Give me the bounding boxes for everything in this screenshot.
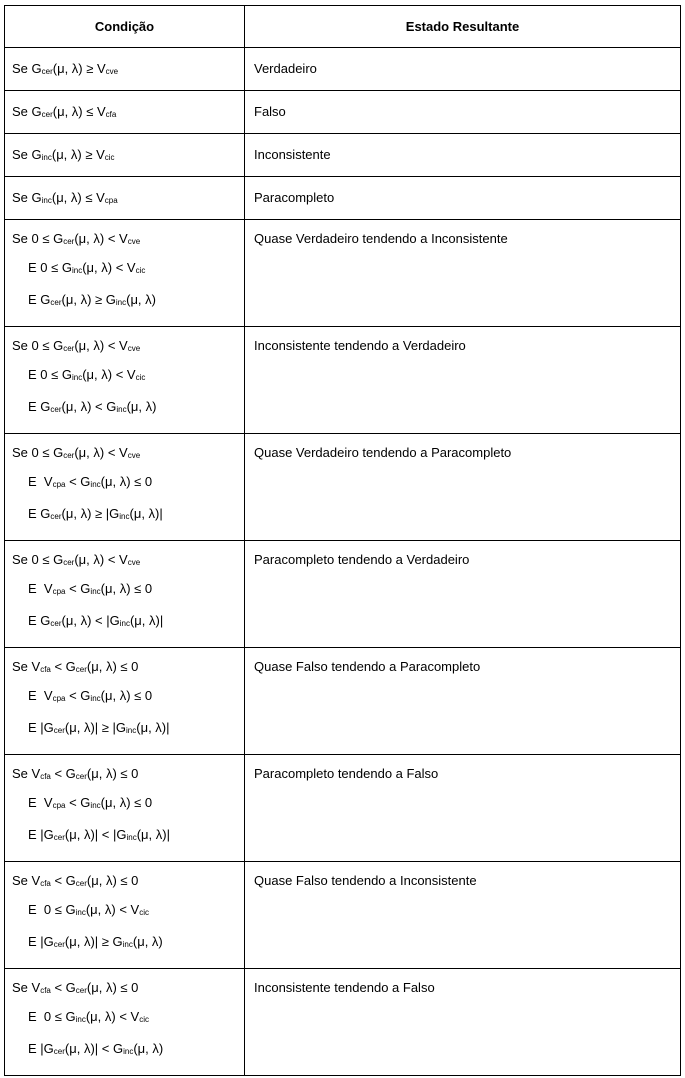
table-row xyxy=(5,327,681,434)
table-row xyxy=(5,969,681,1076)
condition-line: E $0 \le G_{inc}(\mu$, $\lambda) < V_{cic}$ xyxy=(28,902,149,917)
result-cell xyxy=(245,434,681,541)
result-cell xyxy=(245,862,681,969)
condition-line: Se $0 \le G_{cer}(\mu$, $\lambda) < V_{cve}$ xyxy=(12,445,141,460)
condition-line: Se $0 \le G_{cer}(\mu$, $\lambda) < V_{cve}$ xyxy=(12,552,141,567)
table-row xyxy=(5,755,681,862)
header-condition: Condição xyxy=(5,6,245,48)
condition-line: E $G_{cer}(\mu$, $\lambda) \ge G_{inc}(\mu$, λ) xyxy=(28,292,156,307)
condition-line: E $|G_{cer}(\mu$, $\lambda)| < |G_{inc}(\mu$, λ)| xyxy=(28,827,170,842)
condition-line: Se $V_{cfa} < G_{cer}(\mu$, λ) ≤ 0 xyxy=(12,873,139,888)
table-row xyxy=(5,48,681,91)
result-cell xyxy=(245,541,681,648)
condition-line: Se $0 \le G_{cer}(\mu$, $\lambda) < V_{cve}$ xyxy=(12,231,141,246)
result-state-text: Quase Falso tendendo a Paracompleto xyxy=(254,659,481,674)
condition-line: E $V_{cpa} < G_{inc}(\mu$, λ) ≤ 0 xyxy=(28,688,153,703)
condition-line: E $V_{cpa} < G_{inc}(\mu$, λ) ≤ 0 xyxy=(28,795,153,810)
condition-line: E $|G_{cer}(\mu$, $\lambda)| \ge G_{inc}(\mu$, λ) xyxy=(28,934,163,949)
result-state-text: Paracompleto tendendo a Verdadeiro xyxy=(254,552,470,567)
result-state-text: Quase Falso tendendo a Inconsistente xyxy=(254,873,477,888)
condition-cell xyxy=(5,48,245,91)
table-row xyxy=(5,541,681,648)
result-state-text: Inconsistente xyxy=(254,147,331,162)
condition-line: Se $G_{inc}(\mu$, $\lambda) \ge V_{cic}$ xyxy=(12,147,115,162)
result-cell xyxy=(245,91,681,134)
condition-cell xyxy=(5,969,245,1076)
result-cell xyxy=(245,648,681,755)
result-cell xyxy=(245,969,681,1076)
condition-cell xyxy=(5,177,245,220)
result-cell xyxy=(245,755,681,862)
condition-line: E $0 \le G_{inc}(\mu$, $\lambda) < V_{cic}$ xyxy=(28,260,146,275)
result-state-text: Paracompleto xyxy=(254,190,335,205)
header-result-state: Estado Resultante xyxy=(245,6,681,48)
result-cell xyxy=(245,48,681,91)
condition-line: Se $V_{cfa} < G_{cer}(\mu$, λ) ≤ 0 xyxy=(12,980,139,995)
condition-line: Se $0 \le G_{cer}(\mu$, $\lambda) < V_{cve}$ xyxy=(12,338,141,353)
result-state-text: Inconsistente tendendo a Verdadeiro xyxy=(254,338,466,353)
header-row xyxy=(5,6,681,48)
condition-line: E $0 \le G_{inc}(\mu$, $\lambda) < V_{cic}$ xyxy=(28,367,146,382)
condition-cell xyxy=(5,327,245,434)
result-state-text: Paracompleto tendendo a Falso xyxy=(254,766,439,781)
condition-line: Se $V_{cfa} < G_{cer}(\mu$, λ) ≤ 0 xyxy=(12,659,139,674)
condition-line: Se $G_{cer}(\mu$, $\lambda) \le V_{cfa}$ xyxy=(12,104,117,119)
result-cell xyxy=(245,177,681,220)
condition-cell xyxy=(5,541,245,648)
condition-cell xyxy=(5,134,245,177)
result-state-text: Falso xyxy=(254,104,286,119)
condition-line: Se $G_{cer}(\mu$, $\lambda) \ge V_{cve}$ xyxy=(12,61,119,76)
result-state-text: Quase Verdadeiro tendendo a Paracompleto xyxy=(254,445,512,460)
result-state-text: Verdadeiro xyxy=(254,61,317,76)
condition-line: E $0 \le G_{inc}(\mu$, $\lambda) < V_{cic}$ xyxy=(28,1009,149,1024)
condition-cell xyxy=(5,91,245,134)
condition-cell xyxy=(5,220,245,327)
condition-cell xyxy=(5,434,245,541)
condition-line: E $V_{cpa} < G_{inc}(\mu$, λ) ≤ 0 xyxy=(28,474,153,489)
condition-cell xyxy=(5,755,245,862)
table-row xyxy=(5,862,681,969)
condition-cell xyxy=(5,648,245,755)
condition-line: Se $V_{cfa} < G_{cer}(\mu$, λ) ≤ 0 xyxy=(12,766,139,781)
condition-line: E $V_{cpa} < G_{inc}(\mu$, λ) ≤ 0 xyxy=(28,581,153,596)
table-row xyxy=(5,648,681,755)
table-body xyxy=(5,48,681,1076)
table-row xyxy=(5,91,681,134)
condition-line: E $G_{cer}(\mu$, $\lambda) \ge |G_{inc}(\mu$, λ)| xyxy=(28,506,163,521)
result-state-text: Inconsistente tendendo a Falso xyxy=(254,980,435,995)
table-row xyxy=(5,220,681,327)
condition-cell xyxy=(5,862,245,969)
condition-line: E $G_{cer}(\mu$, $\lambda) < |G_{inc}(\mu$, λ)| xyxy=(28,613,164,628)
result-cell xyxy=(245,134,681,177)
decision-table xyxy=(4,5,681,1076)
table-row xyxy=(5,177,681,220)
condition-line: E $|G_{cer}(\mu$, $\lambda)| < G_{inc}(\mu$, λ) xyxy=(28,1041,164,1056)
condition-line: Se $G_{inc}(\mu$, $\lambda) \le V_{cpa}$ xyxy=(12,190,118,205)
table-row xyxy=(5,434,681,541)
result-state-text: Quase Verdadeiro tendendo a Inconsistente xyxy=(254,231,508,246)
result-cell xyxy=(245,220,681,327)
result-cell xyxy=(245,327,681,434)
condition-line: E $G_{cer}(\mu$, $\lambda) < G_{inc}(\mu$, λ) xyxy=(28,399,157,414)
table-row xyxy=(5,134,681,177)
condition-line: E $|G_{cer}(\mu$, $\lambda)| \ge |G_{inc}(\mu$, λ)| xyxy=(28,720,170,735)
